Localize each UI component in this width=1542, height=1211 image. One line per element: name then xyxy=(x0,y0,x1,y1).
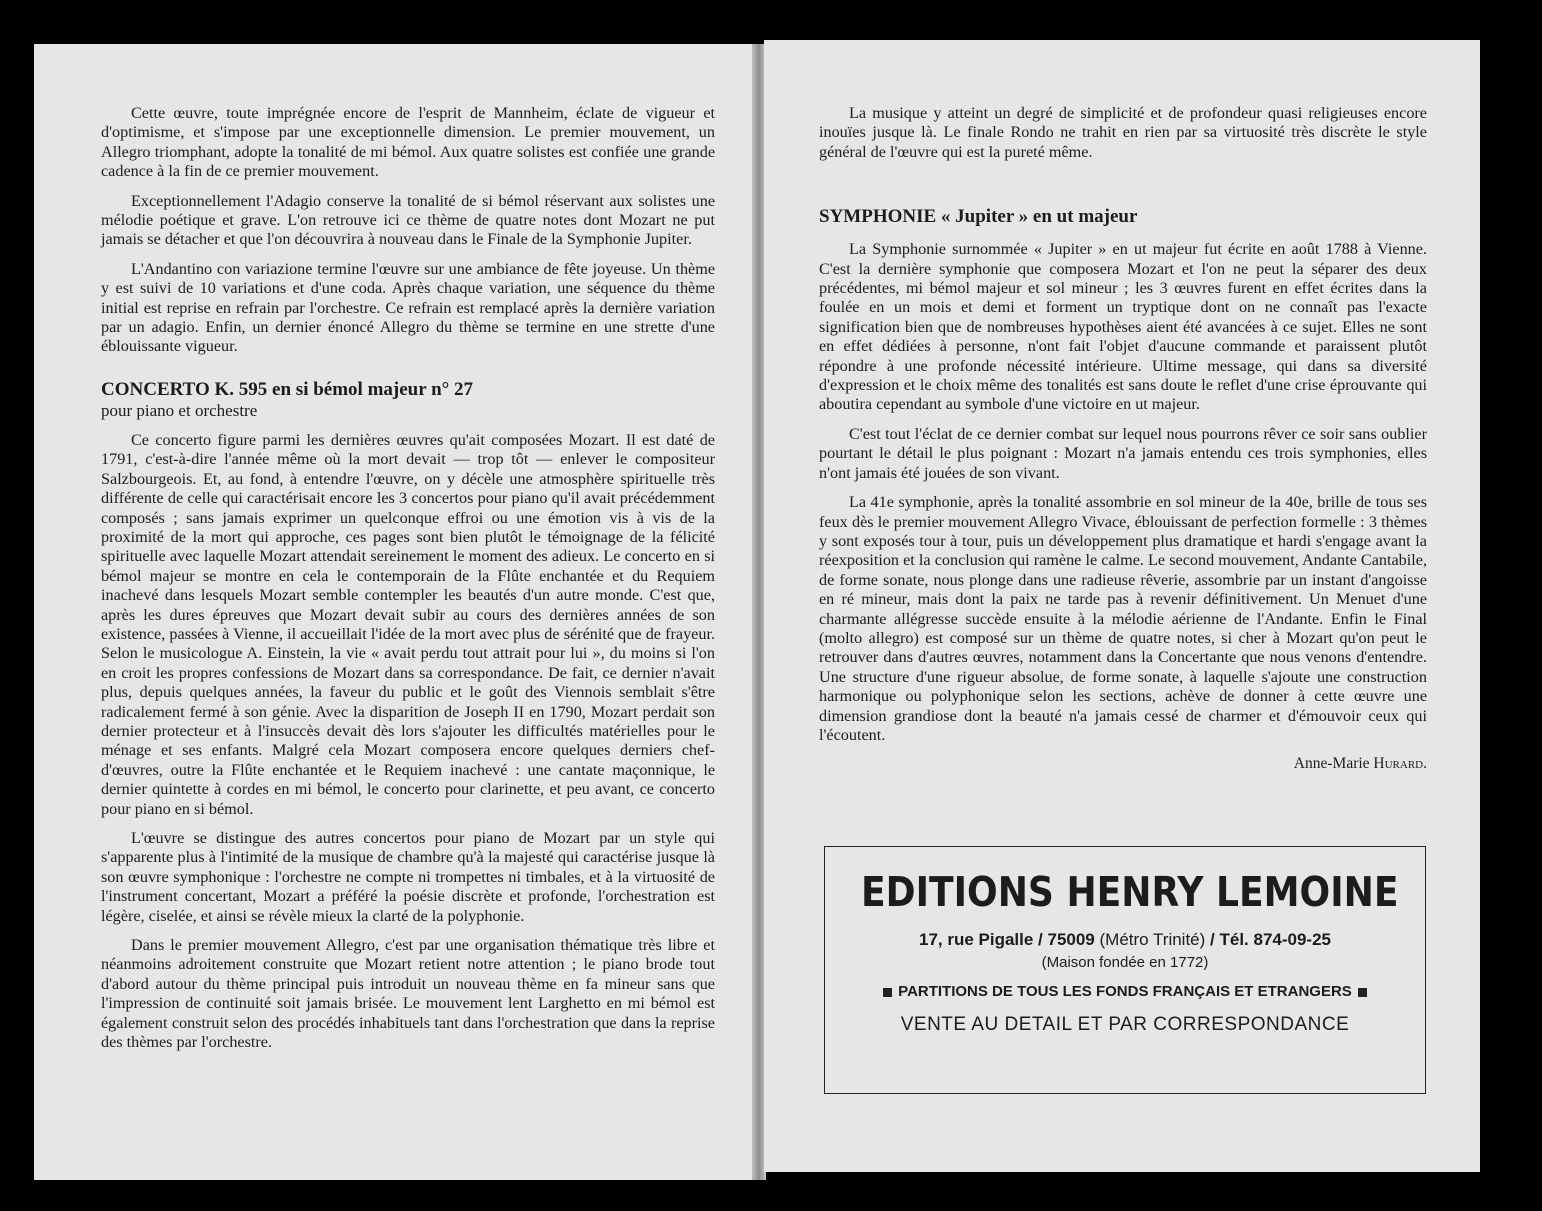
ad-sales-line: VENTE AU DETAIL ET PAR CORRESPONDANCE xyxy=(900,1014,1350,1035)
left-page xyxy=(34,44,756,1180)
concerto-heading: CONCERTO K. 595 en si bémol majeur n° 27 xyxy=(101,378,473,400)
ad-founded: (Maison fondée en 1772) xyxy=(1041,954,1209,971)
ad-street: 17, rue Pigalle / 75009 xyxy=(918,930,1095,949)
author-signature xyxy=(819,755,1427,773)
symphony-heading: SYMPHONIE « Jupiter » en ut majeur xyxy=(819,206,1138,228)
paragraph: Exceptionnellement l'Adagio conserve la tonalité de si bémol réservant aux solistes une mélodie poétique et grave. L'on retrouve ici ce thème de quatre notes dont Mozart ne put jamais se détacher et que l'on découvrira à nouveau dans le Finale de la Symphonie Jupiter. xyxy=(101,191,715,249)
ad-phone: / Tél. 874-09-25 xyxy=(1210,930,1331,949)
paragraph: La Symphonie surnommée « Jupiter » en ut majeur fut écrite en août 1788 à Vienne. C'est la dernière symphonie que composera Mozart et l'on ne peut la séparer des deux précédentes, mi bémol majeur et sol mineur ; les 3 œuvres furent en effet écrites dans la foulée en un mois et demi et forment un tryptique dont on ne connaît pas l'exacte signification bien que de nombreuses hypothèses aient été avancées à ce sujet. Elles ne sont en effet dédiées à personne, n'ont fait l'objet d'aucune commande et paraissent plutôt répondre à une profonde nécessité intérieure. Ultime message, qui dans sa diversité d'expression et le choix même des tonalités est sans doute le reflet d'une crise éprouvante qui aboutira cependant au symbole d'une victoire en ut majeur. xyxy=(819,240,1427,414)
ad-title: EDITIONS HENRY LEMOINE xyxy=(861,868,1399,916)
publisher-advertisement xyxy=(824,846,1426,1094)
author-first-name: Anne-Marie xyxy=(1293,755,1370,773)
paragraph: La musique y atteint un degré de simplicité et de profondeur quasi religieuses encore inouïes jusque là. Le finale Rondo ne trahit en rien par sa virtuosité très discrète le style général de l'œuvre qui est la pureté même. xyxy=(819,104,1427,161)
square-bullet-icon xyxy=(1358,988,1367,997)
concerto-subheading: pour piano et orchestre xyxy=(101,400,258,420)
paragraph: Ce concerto figure parmi les dernières œuvres qu'ait composées Mozart. Il est daté de 1791, c'est-à-dire l'année même où la mort devait — trop tôt — enlever le compositeur Salzbourgeois. Et, au fond, à entendre l'œuvre, on y décèle une atmosphère spirituelle très différente de celle qui caractérisait encore les 3 concertos pour piano qu'il avait précédemment composés ; sans jamais exprimer un quelconque effroi ou une émotion vis à vis de la proximité de la mort qui approche, ces pages sont bien plutôt le témoignage de la félicité spirituelle avec laquelle Mozart attendait sereinement le moment des adieux. Le concerto en si bémol majeur se montre en cela le contemporain de la Flûte enchantée et du Requiem inachevé dans lesquels Mozart semble contempler les beautés d'un autre monde. C'est que, après les dures épreuves que Mozart devait subir au cours des dernières années de son existence, passées à Vienne, il accueillait l'idée de la mort avec plus de sérénité que de frayeur. Selon le musicologue A. Einstein, la vie « avait perdu tout attrait pour lui », du moins si l'on en croit les propres confessions de Mozart dans sa correspondance. De fait, ce dernier n'avait plus, depuis quelques années, la faveur du public et le goût des Viennois semblait s'être radicalement fermé à son génie. Avec la disparition de Joseph II en 1790, Mozart perdait son dernier protecteur et à l'insuccès devait dès lors s'ajouter les difficultés matérielles pour le ménage et ses enfants. Malgré cela Mozart composera encore quelques derniers chef-d'œuvres, outre la Flûte enchantée et le Requiem inachevé : une cantate maçonnique, le dernier quintette à cordes en mi bémol, le concerto pour clarinette, et peu avant, ce concerto pour piano en si bémol. xyxy=(101,430,715,818)
author-last-name: Hurard. xyxy=(1373,755,1427,773)
paragraph: L'œuvre se distingue des autres concertos pour piano de Mozart par un style qui s'apparente plus à l'intimité de la musique de chambre qu'à la majesté qui caractérise jusque là son œuvre symphonique : l'orchestre ne compte ni trompettes ni timbales, et à la virtuosité de l'instrument concertant, Mozart a préféré la poésie discrète et profonde, l'orchestration est légère, ciselée, et ainsi se révèle mieux la clarté de la polyphonie. xyxy=(101,829,715,925)
paragraph: C'est tout l'éclat de ce dernier combat sur lequel nous pourrons rêver ce soir sans oublier pourtant le détail le plus poignant : Mozart n'a jamais entendu ces trois symphonies, elles n'ont jamais été jouées de son vivant. xyxy=(819,424,1427,482)
paragraph: Dans le premier mouvement Allegro, c'est par une organisation thématique très libre et néanmoins adroitement construite que Mozart retient notre attention ; le piano brode tout d'abord autour du thème principal puis introduit un nouveau thème en fa mineur sans que l'impression de continuité soit jamais brisée. Le mouvement lent Larghetto en mi bémol est également construit selon des procédés inhabituels tant dans l'orchestration que dans la reprise des thèmes par l'orchestre. xyxy=(101,936,715,1052)
right-page xyxy=(764,40,1480,1172)
paragraph: Cette œuvre, toute imprégnée encore de l'esprit de Mannheim, éclate de vigueur et d'optimisme, et s'impose par une exceptionnelle dimension. Le premier mouvement, un Allegro triomphant, adopte la tonalité de mi bémol. Aux quatre solistes est confiée une grande cadence à la fin de ce premier mouvement. xyxy=(101,104,715,181)
left-column xyxy=(101,104,715,1052)
paragraph: L'Andantino con variazione termine l'œuvre sur une ambiance de fête joyeuse. Un thème y est suivi de 10 variations et d'une coda. Après chaque variation, une séquence du thème initial est reprise en refrain par l'orchestre. Ce refrain est remplacé après la dernière variation par un adagio. Enfin, un dernier énoncé Allegro du thème se termine en une strette d'une éblouissante vigueur. xyxy=(101,259,715,356)
ad-scores-text: PARTITIONS DE TOUS LES FONDS FRANÇAIS ET ETRANGERS xyxy=(898,983,1352,1000)
right-column xyxy=(819,104,1427,773)
ad-address xyxy=(825,930,1425,950)
ad-scores-line xyxy=(825,983,1425,1000)
ad-metro: (Métro Trinité) xyxy=(1099,930,1206,949)
paragraph: La 41e symphonie, après la tonalité assombrie en sol mineur de la 40e, brille de tous ses feux dès le premier mouvement Allegro Vivace, éblouissant de perfection formelle : 3 thèmes y sont exposés tour à tour, puis un développement plus dramatique et hardi s'engage avant la réexposition et la conclusion qui ramène le calme. Le second mouvement, Andante Cantabile, de forme sonate, nous plonge dans une radieuse rêverie, assombrie par un instant d'angoisse en ré mineur, mais dont la paix ne tarde pas à revenir définitivement. Un Menuet d'une charmante allégresse succède ensuite à la mélodie aérienne de l'Andante. Enfin le Final (molto allegro) est composé sur un thème de quatre notes, si cher à Mozart qu'on peut le retrouver dans d'autres œuvres, notamment dans la Concertante que nous venons d'entendre. Une structure d'une rigueur absolue, de forme sonate, à laquelle s'ajoute une construction harmonique ou polyphonique selon les sections, achève de donner à cette œuvre une dimension grandiose dont la beauté n'a jamais cessé de charmer et d'émouvoir ceux qui l'écoutent. xyxy=(819,493,1427,744)
square-bullet-icon xyxy=(883,988,892,997)
